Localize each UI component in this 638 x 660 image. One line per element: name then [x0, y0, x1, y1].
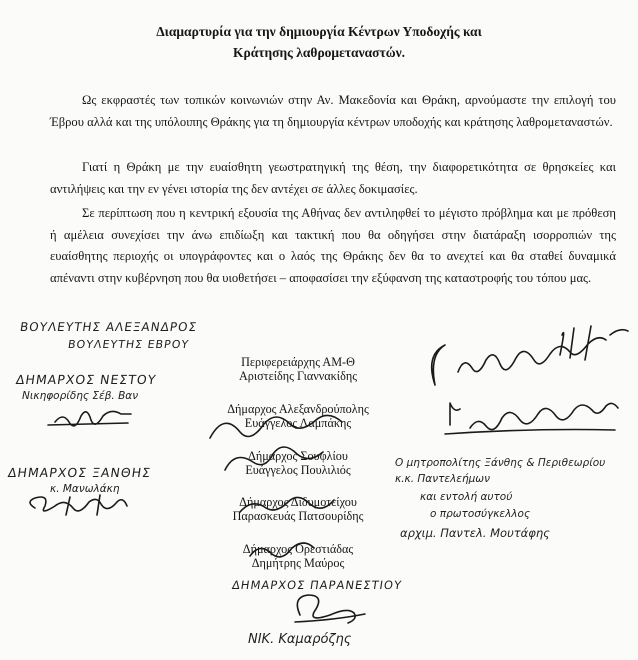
document-title-line2: Κράτησης λαθρομεταναστών. — [233, 45, 405, 60]
signature-mavros — [250, 543, 314, 557]
paragraph-2: Γιατί η Θράκη με την ευαίσθητη γεωστρατηγική της θέση, την διαφορετικότητα σε θρησκείες και αντιλήψεις και την εν γένει ιστορία της δεν αντέχει σε άλλες δοκιμασίες. — [50, 160, 616, 196]
handwritten-by-order: και εντολή αυτού — [420, 491, 513, 503]
handwritten-metropolitan: Ο μητροπολίτης Ξάνθης & Περιθεωρίου κ.κ. Παντελεήμων — [395, 457, 606, 485]
signature-patsouridis — [240, 497, 334, 512]
signatory-role: Δήμαρχος Ορεστιάδας — [242, 542, 354, 556]
signatory-name: Δημήτρης Μαύρος — [251, 556, 345, 570]
handwritten-nestos-name: Νικηφορίδης Σέβ. Βαν — [22, 390, 139, 402]
paragraph-1: Ως εκφραστές των τοπικών κοινωνιών στην Αν. Μακεδονία και Θράκη, αρνούμαστε την επιλογή του Έβρου αλλά και της υπόλοιπης Θράκης για τη δημιουργία κέντρων υποδοχής και κράτησης λαθρομεταναστών. — [50, 93, 616, 129]
handwritten-xanthi-name: κ. Μανωλάκη — [50, 483, 120, 495]
paragraph-3: Σε περίπτωση που η κεντρική εξουσία της Αθήνας δεν αντιληφθεί το μέγιστο πρόβλημα και με πρόθεση ή αμέλεια συνεχίσει την άνω επιδίωξη και τακτική που θα οδηγήσει στην διατάραξη ισορροπιών της ευαίσθητης περιοχής οι υπογράφοντες και ο λαός της Θράκης δεν θα το ανεχτεί και θα σταθεί δυναμικά απέναντι στην κυβέρνηση που θα υιοθετήσει – αποφασίσει την εξύφανση της καταστροφής του τόπου μας. — [50, 206, 616, 285]
signature-poulilios — [225, 447, 323, 470]
signatory-name: Ευάγγελος Λαμπάκης — [244, 416, 352, 430]
handwritten-mayor-xanthi: ΔΗΜΑΡΧΟΣ ΞΑΝΘΗΣ — [6, 465, 153, 480]
document-title-line1: Διαμαρτυρία για την δημιουργία Κέντρων Υποδοχής και — [156, 24, 482, 39]
signature-alexandroupoli — [450, 403, 618, 430]
signatory-role: Δήμαρχος Σουφλίου — [248, 449, 348, 463]
handwritten-mayor-paranesti: ΔΗΜΑΡΧΟΣ ΠΑΡΑΝΕΣΤΙΟΥ — [231, 578, 404, 592]
handwritten-archimandrite: αρχιμ. Παντελ. Μουτάφης — [400, 526, 550, 540]
signature-xanthi — [30, 497, 127, 511]
signature-paranesti — [295, 595, 365, 623]
handwritten-paranesti-name: ΝΙΚ. Καμαρόζης — [248, 632, 352, 647]
signatory-role: Δήμαρχος Αλεξανδρούπολης — [227, 402, 369, 416]
signature-lambakis — [210, 415, 342, 438]
handwritten-mayor-nestos: ΔΗΜΑΡΧΟΣ ΝΕΣΤΟΥ — [14, 372, 158, 387]
signatory-role: Δήμαρχος Διδυμοτείχου — [239, 495, 357, 509]
signature-metropolitan — [432, 338, 606, 385]
handwritten-mp-title: ΒΟΥΛΕΥΤΗΣ ΕΒΡΟΥ — [67, 338, 190, 351]
handwritten-protosyncellus: ο πρωτοσύγκελλος — [430, 508, 531, 520]
signatory-name: Ευάγγελος Πουλιλιός — [245, 463, 351, 477]
handwritten-mp-name: ΒΟΥΛΕΥΤΗΣ ΑΛΕΞΑΝΔΡΟΣ — [19, 320, 199, 334]
signatory-role: Περιφερειάρχης ΑΜ-Θ — [241, 355, 355, 369]
signatory-name: Αριστείδης Γιαννακίδης — [238, 369, 358, 383]
signatory-name: Παρασκευάς Πατσουρίδης — [232, 509, 364, 523]
